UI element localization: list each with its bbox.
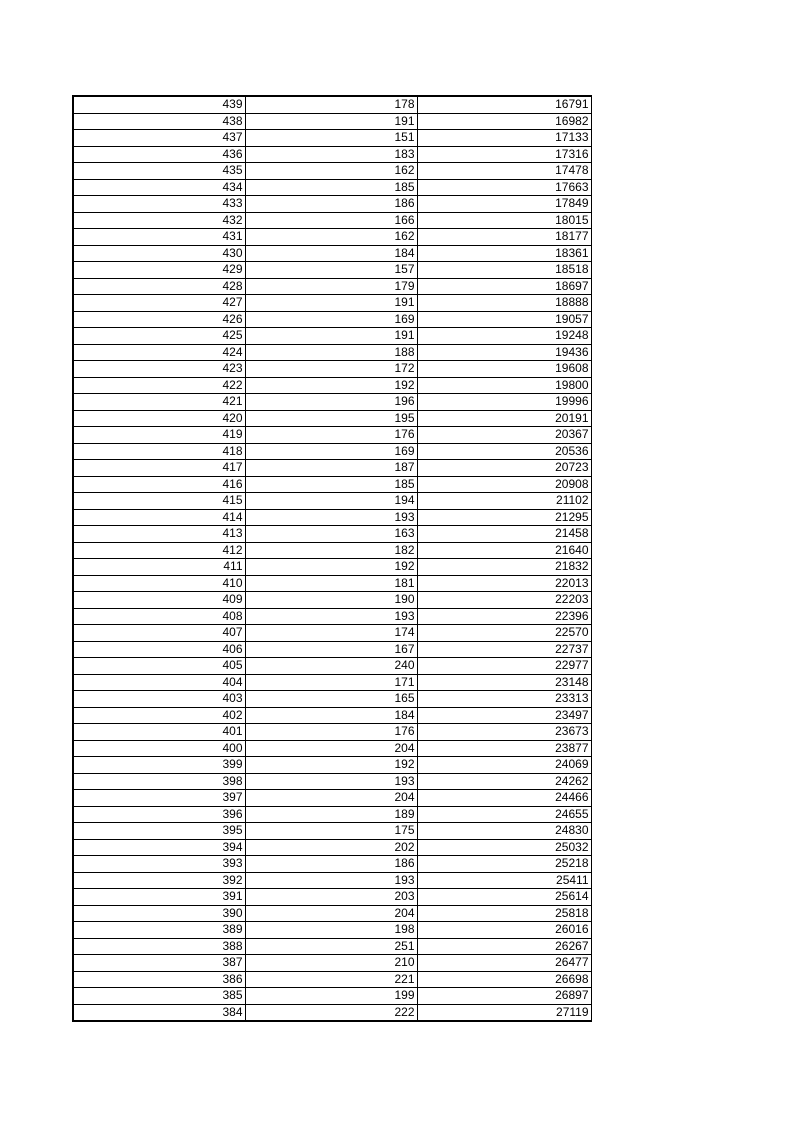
count-cell: 175 [245, 823, 417, 840]
score-cell: 404 [73, 674, 245, 691]
table-row [73, 443, 591, 460]
cumulative-cell: 25032 [417, 839, 591, 856]
cumulative-cell: 17663 [417, 179, 591, 196]
count-cell: 193 [245, 608, 417, 625]
table-row [73, 1004, 591, 1021]
table-row [73, 328, 591, 345]
score-table-container [72, 95, 592, 1022]
table-row [73, 773, 591, 790]
count-cell: 222 [245, 1004, 417, 1021]
cumulative-cell: 22977 [417, 658, 591, 675]
table-row [73, 724, 591, 741]
cumulative-cell: 18177 [417, 229, 591, 246]
table-row [73, 509, 591, 526]
count-cell: 163 [245, 526, 417, 543]
table-row [73, 955, 591, 972]
table-row [73, 245, 591, 262]
score-cell: 422 [73, 377, 245, 394]
cumulative-cell: 22396 [417, 608, 591, 625]
table-row [73, 196, 591, 213]
score-cell: 415 [73, 493, 245, 510]
score-cell: 437 [73, 130, 245, 147]
table-row [73, 856, 591, 873]
count-cell: 182 [245, 542, 417, 559]
table-row [73, 905, 591, 922]
cumulative-cell: 20367 [417, 427, 591, 444]
score-cell: 419 [73, 427, 245, 444]
count-cell: 191 [245, 295, 417, 312]
score-cell: 431 [73, 229, 245, 246]
table-row [73, 113, 591, 130]
score-cell: 432 [73, 212, 245, 229]
count-cell: 185 [245, 476, 417, 493]
table-row [73, 542, 591, 559]
count-cell: 169 [245, 443, 417, 460]
score-cell: 392 [73, 872, 245, 889]
score-cell: 388 [73, 938, 245, 955]
count-cell: 172 [245, 361, 417, 378]
count-cell: 171 [245, 674, 417, 691]
cumulative-cell: 17133 [417, 130, 591, 147]
cumulative-cell: 26016 [417, 922, 591, 939]
table-row [73, 922, 591, 939]
cumulative-cell: 19248 [417, 328, 591, 345]
table-row [73, 608, 591, 625]
table-row [73, 674, 591, 691]
score-cell: 399 [73, 757, 245, 774]
count-cell: 165 [245, 691, 417, 708]
count-cell: 192 [245, 559, 417, 576]
table-row [73, 377, 591, 394]
cumulative-cell: 25818 [417, 905, 591, 922]
score-cell: 410 [73, 575, 245, 592]
cumulative-cell: 23673 [417, 724, 591, 741]
score-cell: 418 [73, 443, 245, 460]
score-cell: 405 [73, 658, 245, 675]
table-row [73, 262, 591, 279]
cumulative-cell: 26267 [417, 938, 591, 955]
cumulative-cell: 16791 [417, 96, 591, 113]
cumulative-cell: 16982 [417, 113, 591, 130]
count-cell: 198 [245, 922, 417, 939]
table-row [73, 146, 591, 163]
count-cell: 189 [245, 806, 417, 823]
count-cell: 194 [245, 493, 417, 510]
table-row [73, 212, 591, 229]
table-row [73, 625, 591, 642]
count-cell: 191 [245, 113, 417, 130]
cumulative-cell: 21640 [417, 542, 591, 559]
table-row [73, 229, 591, 246]
count-cell: 202 [245, 839, 417, 856]
score-cell: 436 [73, 146, 245, 163]
score-cell: 424 [73, 344, 245, 361]
cumulative-cell: 21832 [417, 559, 591, 576]
score-cell: 406 [73, 641, 245, 658]
cumulative-cell: 23313 [417, 691, 591, 708]
score-cell: 400 [73, 740, 245, 757]
cumulative-cell: 22570 [417, 625, 591, 642]
table-row [73, 641, 591, 658]
score-cell: 395 [73, 823, 245, 840]
cumulative-cell: 17849 [417, 196, 591, 213]
count-cell: 183 [245, 146, 417, 163]
score-cell: 426 [73, 311, 245, 328]
table-row [73, 493, 591, 510]
count-cell: 157 [245, 262, 417, 279]
cumulative-cell: 25614 [417, 889, 591, 906]
score-cell: 398 [73, 773, 245, 790]
count-cell: 251 [245, 938, 417, 955]
cumulative-cell: 26897 [417, 988, 591, 1005]
cumulative-cell: 26477 [417, 955, 591, 972]
table-row [73, 311, 591, 328]
cumulative-cell: 27119 [417, 1004, 591, 1021]
count-cell: 221 [245, 971, 417, 988]
count-cell: 203 [245, 889, 417, 906]
table-row [73, 410, 591, 427]
count-cell: 174 [245, 625, 417, 642]
cumulative-cell: 22737 [417, 641, 591, 658]
count-cell: 193 [245, 509, 417, 526]
score-cell: 438 [73, 113, 245, 130]
score-cell: 435 [73, 163, 245, 180]
score-cell: 396 [73, 806, 245, 823]
table-row [73, 163, 591, 180]
cumulative-cell: 23877 [417, 740, 591, 757]
table-row [73, 872, 591, 889]
cumulative-cell: 21458 [417, 526, 591, 543]
cumulative-cell: 23497 [417, 707, 591, 724]
count-cell: 192 [245, 757, 417, 774]
table-row [73, 691, 591, 708]
count-cell: 185 [245, 179, 417, 196]
cumulative-cell: 22203 [417, 592, 591, 609]
count-cell: 151 [245, 130, 417, 147]
table-row [73, 427, 591, 444]
count-cell: 162 [245, 229, 417, 246]
count-cell: 179 [245, 278, 417, 295]
score-table-body [73, 96, 591, 1021]
table-row [73, 295, 591, 312]
score-cell: 409 [73, 592, 245, 609]
count-cell: 204 [245, 905, 417, 922]
table-row [73, 889, 591, 906]
cumulative-cell: 19057 [417, 311, 591, 328]
score-cell: 408 [73, 608, 245, 625]
table-row [73, 839, 591, 856]
count-cell: 188 [245, 344, 417, 361]
cumulative-cell: 24466 [417, 790, 591, 807]
count-cell: 192 [245, 377, 417, 394]
score-cell: 394 [73, 839, 245, 856]
count-cell: 181 [245, 575, 417, 592]
cumulative-cell: 19800 [417, 377, 591, 394]
score-cell: 427 [73, 295, 245, 312]
cumulative-cell: 17316 [417, 146, 591, 163]
table-row [73, 592, 591, 609]
cumulative-cell: 24655 [417, 806, 591, 823]
score-cell: 389 [73, 922, 245, 939]
score-cell: 390 [73, 905, 245, 922]
score-cell: 411 [73, 559, 245, 576]
cumulative-cell: 18361 [417, 245, 591, 262]
score-cell: 402 [73, 707, 245, 724]
count-cell: 184 [245, 707, 417, 724]
cumulative-cell: 18015 [417, 212, 591, 229]
count-cell: 187 [245, 460, 417, 477]
score-cell: 387 [73, 955, 245, 972]
cumulative-cell: 23148 [417, 674, 591, 691]
score-cell: 397 [73, 790, 245, 807]
cumulative-cell: 20723 [417, 460, 591, 477]
table-row [73, 460, 591, 477]
score-cell: 412 [73, 542, 245, 559]
table-row [73, 575, 591, 592]
count-cell: 162 [245, 163, 417, 180]
cumulative-cell: 24830 [417, 823, 591, 840]
count-cell: 240 [245, 658, 417, 675]
table-row [73, 526, 591, 543]
table-row [73, 344, 591, 361]
count-cell: 176 [245, 724, 417, 741]
score-cell: 423 [73, 361, 245, 378]
table-row [73, 394, 591, 411]
count-cell: 193 [245, 773, 417, 790]
score-table [72, 95, 592, 1022]
score-cell: 385 [73, 988, 245, 1005]
cumulative-cell: 25218 [417, 856, 591, 873]
table-row [73, 361, 591, 378]
count-cell: 167 [245, 641, 417, 658]
score-cell: 393 [73, 856, 245, 873]
cumulative-cell: 18888 [417, 295, 591, 312]
count-cell: 169 [245, 311, 417, 328]
count-cell: 190 [245, 592, 417, 609]
table-row [73, 179, 591, 196]
score-cell: 433 [73, 196, 245, 213]
count-cell: 196 [245, 394, 417, 411]
count-cell: 204 [245, 740, 417, 757]
count-cell: 204 [245, 790, 417, 807]
score-cell: 407 [73, 625, 245, 642]
count-cell: 193 [245, 872, 417, 889]
score-cell: 413 [73, 526, 245, 543]
score-cell: 384 [73, 1004, 245, 1021]
count-cell: 210 [245, 955, 417, 972]
table-row [73, 130, 591, 147]
cumulative-cell: 19436 [417, 344, 591, 361]
score-cell: 391 [73, 889, 245, 906]
cumulative-cell: 22013 [417, 575, 591, 592]
cumulative-cell: 18518 [417, 262, 591, 279]
cumulative-cell: 19608 [417, 361, 591, 378]
table-row [73, 658, 591, 675]
score-cell: 403 [73, 691, 245, 708]
table-row [73, 823, 591, 840]
table-row [73, 707, 591, 724]
table-row [73, 806, 591, 823]
cumulative-cell: 19996 [417, 394, 591, 411]
score-cell: 414 [73, 509, 245, 526]
score-cell: 434 [73, 179, 245, 196]
score-cell: 425 [73, 328, 245, 345]
cumulative-cell: 20536 [417, 443, 591, 460]
cumulative-cell: 24262 [417, 773, 591, 790]
score-cell: 429 [73, 262, 245, 279]
cumulative-cell: 17478 [417, 163, 591, 180]
table-row [73, 757, 591, 774]
count-cell: 178 [245, 96, 417, 113]
score-cell: 401 [73, 724, 245, 741]
score-cell: 439 [73, 96, 245, 113]
table-row [73, 559, 591, 576]
count-cell: 166 [245, 212, 417, 229]
table-row [73, 971, 591, 988]
cumulative-cell: 21102 [417, 493, 591, 510]
cumulative-cell: 25411 [417, 872, 591, 889]
cumulative-cell: 18697 [417, 278, 591, 295]
score-cell: 428 [73, 278, 245, 295]
table-row [73, 938, 591, 955]
score-cell: 416 [73, 476, 245, 493]
table-row [73, 278, 591, 295]
table-row [73, 740, 591, 757]
table-row [73, 476, 591, 493]
score-cell: 421 [73, 394, 245, 411]
count-cell: 186 [245, 856, 417, 873]
count-cell: 184 [245, 245, 417, 262]
count-cell: 176 [245, 427, 417, 444]
table-row [73, 988, 591, 1005]
cumulative-cell: 24069 [417, 757, 591, 774]
cumulative-cell: 21295 [417, 509, 591, 526]
count-cell: 191 [245, 328, 417, 345]
score-cell: 420 [73, 410, 245, 427]
count-cell: 195 [245, 410, 417, 427]
cumulative-cell: 20191 [417, 410, 591, 427]
table-row [73, 790, 591, 807]
table-row [73, 96, 591, 113]
cumulative-cell: 26698 [417, 971, 591, 988]
score-cell: 417 [73, 460, 245, 477]
cumulative-cell: 20908 [417, 476, 591, 493]
score-cell: 386 [73, 971, 245, 988]
score-cell: 430 [73, 245, 245, 262]
count-cell: 186 [245, 196, 417, 213]
count-cell: 199 [245, 988, 417, 1005]
